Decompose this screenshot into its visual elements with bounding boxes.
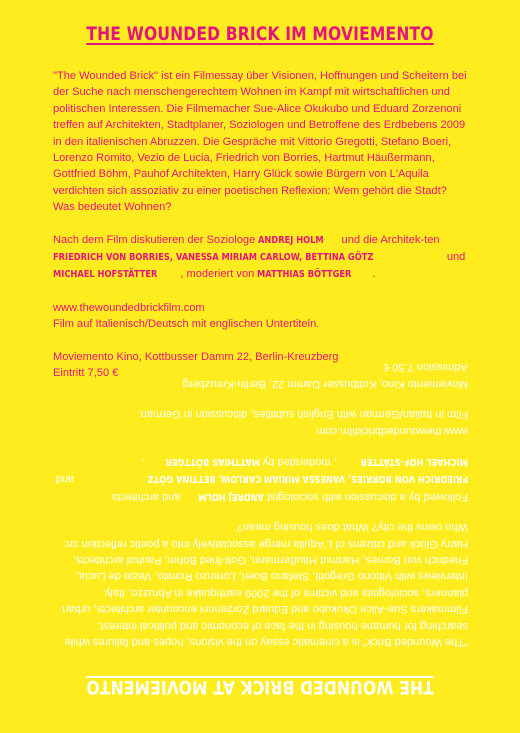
german-language-note: Film auf Italienisch/Deutsch mit englischen Untertiteln.: [53, 318, 320, 331]
headline-english: [42, 676, 479, 697]
english-admission: Admission 7,50 €: [382, 361, 468, 374]
english-section: [50, 359, 468, 650]
german-architect-last-name: MICHAEL HOFSTÄTTER: [53, 269, 158, 281]
english-architect-names: FRIEDRICH VON BORRIES, VANESSA MIRIAM CARLOW, BETTINA GÖTZ: [147, 473, 468, 485]
german-admission: Eintritt 7,50 €: [53, 367, 119, 380]
german-discussion-text: und: [446, 251, 466, 264]
english-venue-block: [50, 359, 468, 392]
english-discussion: [50, 453, 468, 505]
german-intro: "The Wounded Brick" ist ein Filmessay über Visionen, Hoffnungen und Scheitern bei der Suche nach menschengerechtem Wohnen im Kampf mit wirtschaftlichen und politischen Interessen. Die Filmemacher Sue-Alice Okukubo und Eduard Zorzenoni treffen auf Architekten, Stadtplaner, Soziologen und Betroffene des Erdbebens 2009 in den italienischen Abruzzen. Die Gespräche mit Vittorio Gregotti, Stefano Boeri, Lorenzo Romito, Vezio de Lucia, Friedrich von Borries, Hartmut Häußermann, Gottfried Böhm, Pauhof Architekten, Harry Glück sowie Bürgern von L'Aquila verdichten sich assoziativ zu einer poetischen Reflexion: Wem gehört die Stadt? Was bedeutet Wohnen?: [53, 70, 467, 214]
english-discussion-text: and architects: [111, 490, 181, 503]
german-venue: Moviemento Kino, Kottbusser Damm 22, Berlin-Kreuzberg: [53, 350, 339, 363]
english-website-link[interactable]: www.thewoundedbrickfilm.com: [316, 424, 468, 437]
english-venue: Moviemento Kino, Kottbusser Damm 22, Berlin-Kreuzberg: [182, 377, 468, 390]
english-language-note: Film in Italian/German with English subtitles, discussion in German.: [137, 408, 468, 421]
german-moderator-name: MATTHIAS BÖTTGER: [257, 269, 352, 281]
english-info: [50, 406, 468, 439]
german-section: [53, 68, 469, 382]
english-discussion-text: , moderated by: [262, 455, 337, 468]
english-discussion-text: Followed by a discussion with sociologist: [266, 490, 468, 503]
english-discussion-text: and: [55, 473, 75, 486]
headline-english-text: THE WOUNDED BRICK AT MOVIEMENTO: [86, 676, 434, 697]
german-info: [53, 300, 469, 333]
headline-german-text: THE WOUNDED BRICK IM MOVIEMENTO: [86, 24, 434, 45]
german-discussion-text: .: [372, 268, 376, 281]
english-discussion-text: .: [141, 455, 145, 468]
english-sociologist-name: ANDREJ HOLM: [198, 490, 264, 502]
german-discussion-text: , moderiert von: [180, 268, 255, 281]
german-discussion-text: und die Architek-ten: [341, 233, 440, 246]
headline-german: [42, 24, 479, 45]
english-architect-last-name: MICHAEL HOF-STÄTTER: [360, 455, 468, 467]
english-moderator-name: MATTHIAS BÖTTGER: [165, 455, 260, 467]
german-architect-names: FRIEDRICH VON BORRIES, VANESSA MIRIAM CARLOW, BETTINA GÖTZ: [53, 252, 374, 264]
german-sociologist-name: ANDREJ HOLM: [258, 234, 325, 246]
german-discussion: [53, 232, 469, 284]
english-intro: "The Wounded Brick" is a cinematic essay on the visions, hopes and failures while searching for humane housing in the face of economic and political interest. Filmmakers Sue-Alice Okukubo and Eduard Zorzenoni encounter architects, urban planners, sociologists and victims of the 2009 earthquake in Abruzzo, Italy. Interviews with Vittorio Gregotti, Stefano Boeri, Lorenzo Romito, Vezio de Lucia, Friedrich von Borries, Hartmut Häußermann, Gott-fried Böhm, Pauhof architects, Harry Glück and citizens of L'Aquila merge associatively into a poetic reflection on: Who owns the city? What does housing mean?: [62, 521, 468, 648]
german-website-link[interactable]: www.thewoundedbrickfilm.com: [53, 301, 205, 314]
german-discussion-text: Nach dem Film diskutieren der Soziologe: [53, 233, 256, 246]
